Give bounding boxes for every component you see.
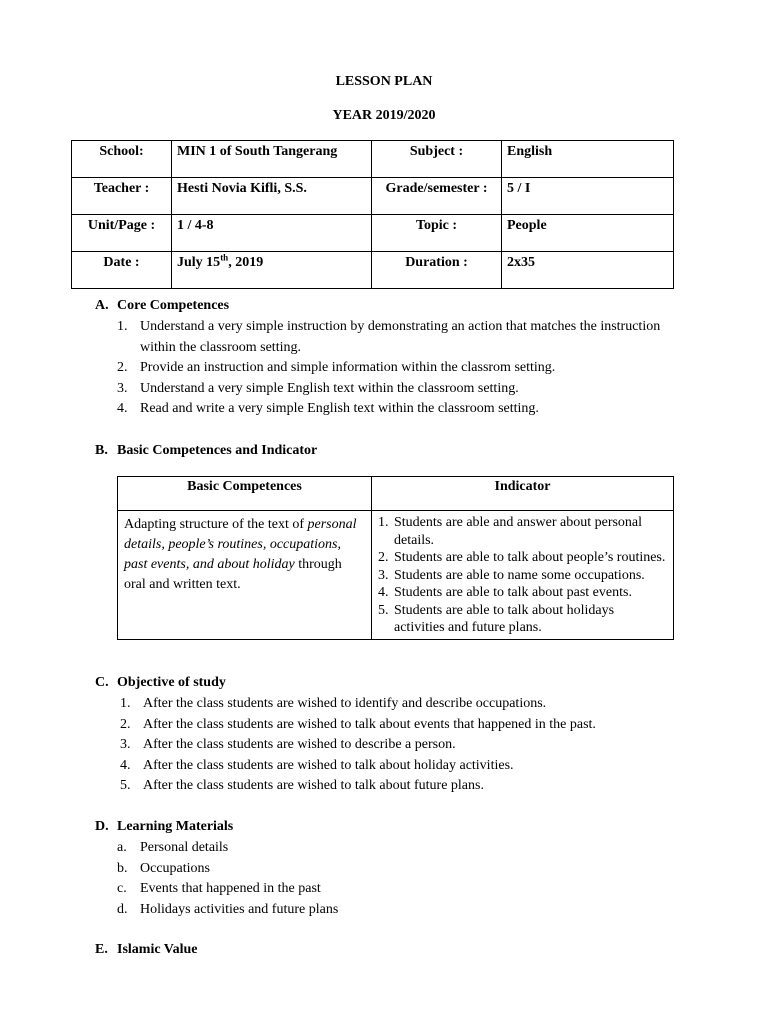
section-e-heading — [95, 942, 198, 958]
list-text: Provide an instruction and simple information within the classrom setting. — [140, 360, 556, 375]
section-c-title: Objective of study — [117, 675, 226, 690]
school-label: School: — [72, 141, 172, 178]
date-label: Date : — [72, 252, 172, 289]
list-letter: d. — [117, 901, 128, 917]
list-number: 1. — [120, 696, 131, 711]
date-value-year: , 2019 — [228, 255, 264, 270]
unit-value: 1 / 4-8 — [172, 215, 372, 252]
date-value — [172, 252, 372, 289]
teacher-label: Teacher : — [72, 178, 172, 215]
list-number: 1. — [117, 319, 128, 334]
list-text: After the class students are wished to talk about future plans. — [143, 778, 484, 793]
table-row — [72, 215, 674, 252]
section-b-letter: B. — [95, 443, 108, 458]
document-year: YEAR 2019/2020 — [332, 108, 436, 123]
list-text: Students are able and answer about personal details. — [394, 515, 643, 548]
table-row — [118, 511, 674, 640]
list-item — [378, 602, 667, 637]
list-number: 2. — [117, 360, 128, 375]
competence-cell — [118, 511, 372, 640]
list-text: Students are able to talk about past events. — [394, 585, 632, 600]
section-a-letter: A. — [95, 298, 109, 313]
list-item — [378, 514, 667, 549]
section-c-heading — [95, 675, 226, 691]
list-number: 5. — [120, 778, 131, 793]
col-header-indicator: Indicator — [372, 477, 674, 511]
competence-italic-text: personal details, people’s routines, occupations, past events, and about holiday — [124, 517, 357, 572]
section-e-letter: E. — [95, 942, 108, 957]
duration-value: 2x35 — [502, 252, 674, 289]
list-item — [120, 694, 720, 715]
list-number: 3. — [120, 737, 131, 752]
subject-label: Subject : — [372, 141, 502, 178]
date-value-main: July 15 — [177, 255, 221, 270]
list-item — [117, 358, 717, 379]
list-text: Students are able to talk about people’s routines. — [394, 550, 666, 565]
list-text: Holidays activities and future plans — [140, 901, 339, 917]
unit-label: Unit/Page : — [72, 215, 172, 252]
section-a-heading — [95, 298, 229, 314]
list-text: Understand a very simple English text within the classroom setting. — [140, 380, 519, 396]
section-b-heading — [95, 443, 317, 459]
subject-value: English — [502, 141, 674, 178]
list-number: 2. — [378, 550, 389, 565]
list-text: After the class students are wished to talk about events that happened in the past. — [143, 716, 596, 732]
col-header-competences: Basic Competences — [118, 477, 372, 511]
list-item — [378, 567, 667, 585]
grade-value: 5 / I — [502, 178, 674, 215]
section-d-title: Learning Materials — [117, 819, 234, 834]
list-item — [117, 338, 717, 359]
competence-text-end: through oral and written text. — [124, 557, 342, 592]
indicator-cell — [372, 511, 674, 640]
list-letter: c. — [117, 881, 127, 896]
list-letter: a. — [117, 840, 127, 855]
table-row — [72, 178, 674, 215]
teacher-value: Hesti Novia Kifli, S.S. — [172, 178, 372, 215]
section-b-title: Basic Competences and Indicator — [117, 443, 318, 458]
table-header-row — [118, 477, 674, 511]
section-a-title: Core Competences — [117, 298, 230, 313]
topic-label: Topic : — [372, 215, 502, 252]
topic-value: People — [502, 215, 674, 252]
list-text: After the class students are wished to identify and describe occupations. — [143, 696, 547, 711]
list-text: Occupations — [140, 860, 210, 876]
list-text: After the class students are wished to talk about holiday activities. — [143, 757, 514, 773]
objectives-list — [120, 694, 720, 797]
list-text: Students are able to talk about holidays activities and future plans. — [394, 602, 615, 635]
core-competences-list — [117, 317, 717, 420]
list-item — [120, 776, 720, 797]
list-text: Students are able to name some occupations. — [394, 567, 645, 583]
indicator-list — [378, 514, 667, 637]
list-text: Read and write a very simple English text within the classroom setting. — [140, 401, 539, 416]
list-number: 4. — [120, 757, 131, 773]
list-letter: b. — [117, 860, 128, 876]
school-value: MIN 1 of South Tangerang — [172, 141, 372, 178]
list-item — [378, 549, 667, 567]
grade-label: Grade/semester : — [372, 178, 502, 215]
list-number: 3. — [378, 567, 389, 583]
list-item — [117, 900, 717, 921]
list-item — [117, 379, 717, 400]
competences-table — [117, 476, 674, 640]
list-text: within the classroom setting. — [140, 339, 301, 355]
list-item — [117, 879, 717, 900]
list-item — [120, 715, 720, 736]
list-item — [378, 584, 667, 602]
list-item — [120, 756, 720, 777]
document-title: LESSON PLAN — [335, 74, 433, 89]
list-item — [117, 399, 717, 420]
learning-materials-list — [117, 838, 717, 920]
date-value-suffix: th — [220, 252, 229, 263]
list-number: 1. — [378, 515, 389, 530]
list-text: Events that happened in the past — [140, 881, 321, 896]
table-row — [72, 141, 674, 178]
lesson-info-table — [71, 140, 674, 289]
duration-label: Duration : — [372, 252, 502, 289]
list-item — [120, 735, 720, 756]
list-text: After the class students are wished to describe a person. — [143, 737, 456, 752]
section-d-heading — [95, 819, 233, 835]
list-item — [117, 317, 717, 338]
list-number: 2. — [120, 716, 131, 732]
list-number: 4. — [117, 401, 128, 416]
competence-text: Adapting structure of the text of — [124, 517, 305, 532]
list-item — [117, 838, 717, 859]
list-item — [117, 859, 717, 880]
section-d-letter: D. — [95, 819, 109, 834]
table-row — [72, 252, 674, 289]
section-c-letter: C. — [95, 675, 109, 690]
list-text: Understand a very simple instruction by demonstrating an action that matches the instruction — [140, 319, 661, 334]
list-number: 4. — [378, 585, 389, 600]
list-text: Personal details — [140, 840, 229, 855]
list-number: 3. — [117, 380, 128, 396]
section-e-title: Islamic Value — [117, 942, 198, 957]
list-number: 5. — [378, 602, 389, 618]
